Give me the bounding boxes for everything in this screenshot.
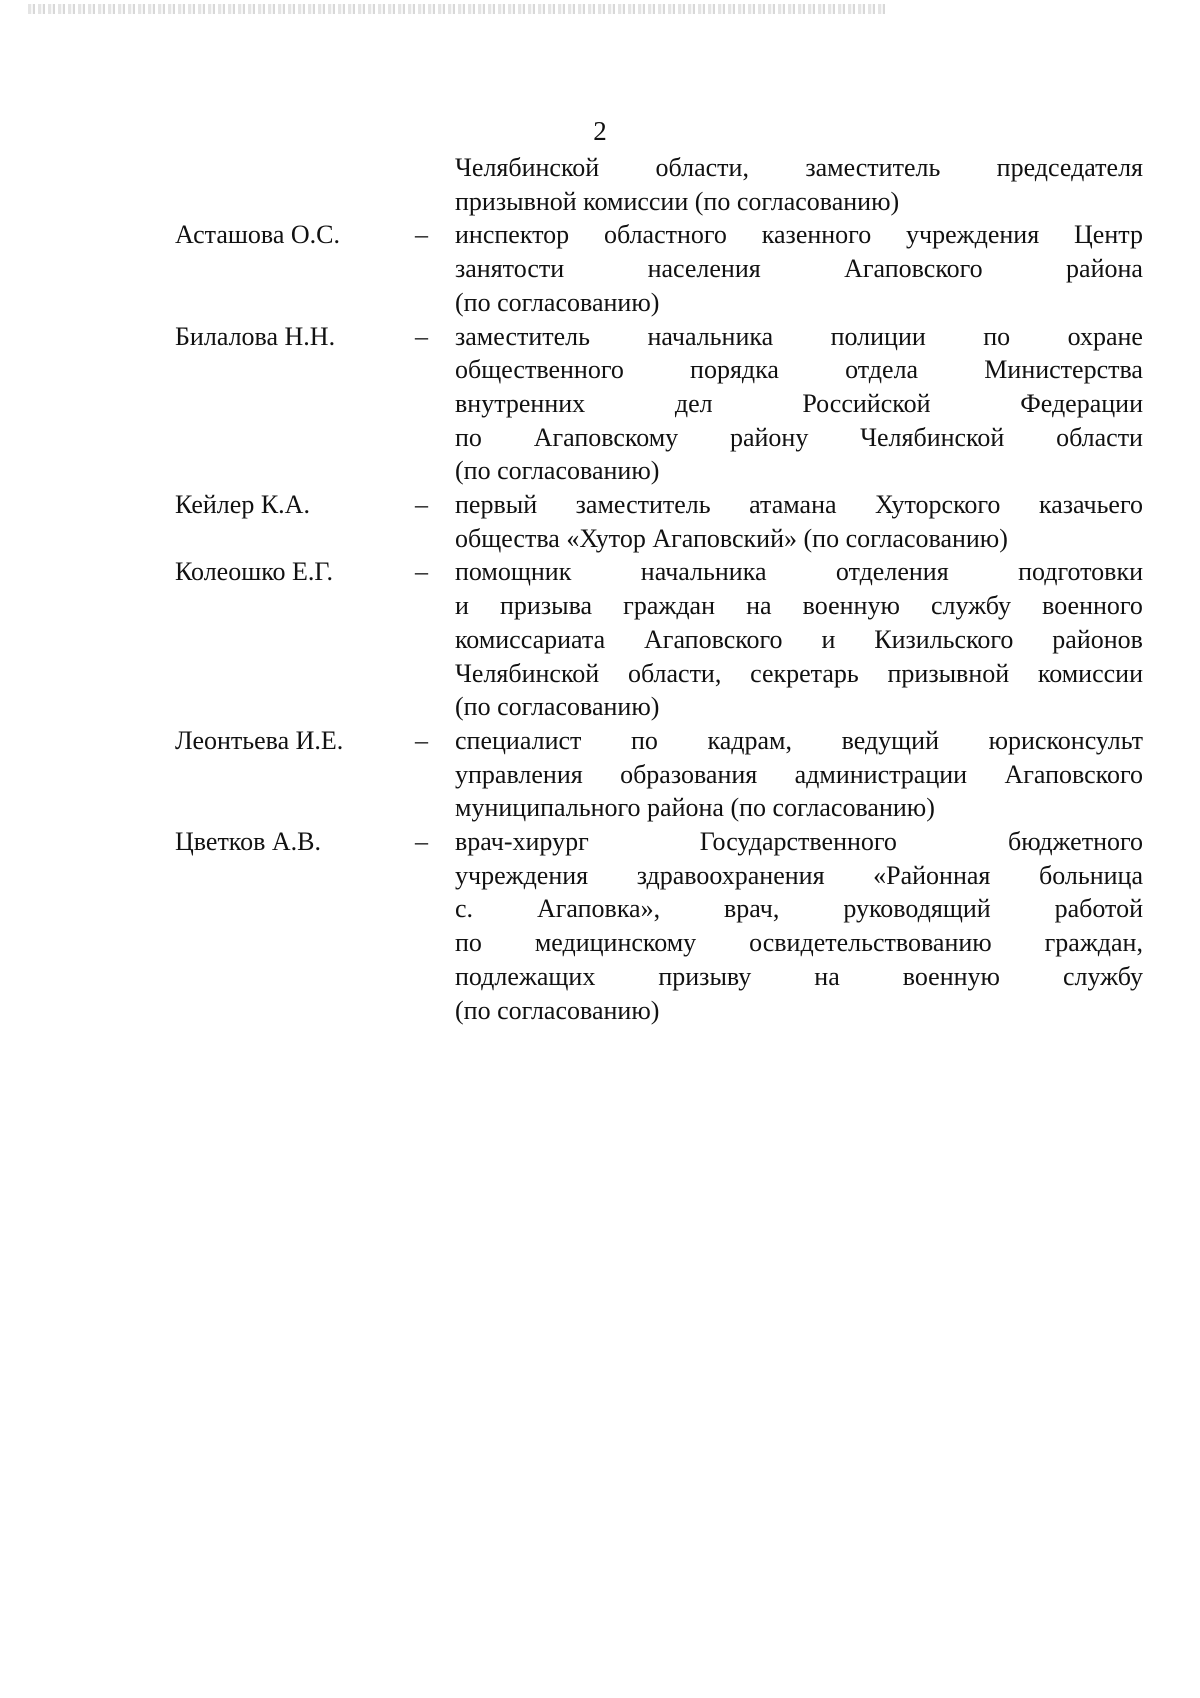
member-entry [175, 320, 1143, 489]
member-entry [175, 488, 1143, 555]
position-text-line [455, 218, 1143, 252]
word: (по согласованию) [455, 287, 660, 317]
word: службу [930, 591, 1012, 621]
word: заместитель [805, 153, 941, 182]
word: медицинскому [534, 928, 697, 958]
word: Челябинской [860, 422, 1005, 452]
word: областного [603, 220, 727, 250]
word: комиссариата [455, 624, 606, 654]
word: учреждения [455, 860, 589, 890]
position-text-line [455, 353, 1143, 387]
word: Кизильского [874, 624, 1014, 654]
word: по [983, 321, 1011, 351]
word: и [821, 624, 836, 654]
page-number: 2 [593, 116, 607, 146]
word: занятости [455, 254, 565, 284]
word: по [455, 928, 482, 958]
word: и [455, 591, 469, 621]
member-position [455, 488, 1143, 555]
word: подлежащих [455, 961, 596, 991]
position-text-line [455, 454, 1143, 488]
member-position [455, 151, 1143, 218]
word: Центр [1074, 220, 1143, 250]
word: Агаповскому [533, 422, 679, 452]
word: Агаповского [844, 254, 983, 284]
word: начальника [640, 557, 767, 587]
word: атамана [749, 490, 837, 520]
dash-separator: – [415, 321, 428, 351]
word: граждан [623, 591, 716, 621]
word: управления [455, 759, 583, 789]
word: первый [455, 490, 538, 520]
word: дел [674, 388, 713, 418]
word: порядка [690, 355, 779, 385]
position-text-line [455, 555, 1143, 589]
member-position [455, 555, 1143, 724]
word: району [729, 422, 809, 452]
word: врач-хирург [455, 827, 589, 857]
word: инспектор [455, 220, 570, 250]
word: заместитель [455, 321, 591, 351]
word: казачьего [1038, 490, 1143, 520]
member-entry [175, 555, 1143, 724]
word: специалист [455, 725, 582, 755]
word: общественного [455, 355, 624, 385]
word: Челябинской [455, 153, 600, 182]
position-text-line [455, 892, 1143, 926]
dash-separator: – [415, 490, 428, 520]
word: секретарь [750, 658, 859, 688]
word: общества «Хутор Агаповский» (по согласованию) [455, 523, 1008, 553]
position-text-line [455, 657, 1143, 691]
word: военную [902, 961, 1000, 991]
word: отделения [835, 557, 949, 587]
position-text-line [455, 758, 1143, 792]
word: граждан, [1044, 928, 1143, 958]
position-text-line [455, 825, 1143, 859]
word: Государственного [699, 827, 897, 857]
word: врач, [724, 894, 780, 924]
member-entry [175, 151, 1143, 218]
position-text-line [455, 421, 1143, 455]
position-text-line [455, 623, 1143, 657]
word: (по согласованию) [455, 995, 660, 1025]
position-text-line [455, 151, 1143, 185]
word: на [814, 961, 840, 991]
word: работой [1054, 894, 1143, 924]
word: Российской [802, 388, 931, 418]
word: заместитель [575, 490, 711, 520]
position-text-line [455, 286, 1143, 320]
word: призыву [658, 961, 752, 991]
position-text-line [455, 252, 1143, 286]
member-name: Цветков А.В. [175, 827, 322, 857]
word: службу [1062, 961, 1143, 991]
word: освидетельствованию [749, 928, 992, 958]
word: населения [647, 254, 761, 284]
member-position [455, 825, 1143, 1027]
position-text-line [455, 185, 1143, 219]
dash-separator: – [415, 827, 428, 857]
word: администрации [794, 759, 968, 789]
word: области, [627, 658, 722, 688]
word: ведущий [841, 725, 939, 755]
word: больница [1038, 860, 1143, 890]
word: Агаповского [644, 624, 783, 654]
word: военную [802, 591, 900, 621]
member-name: Колеошко Е.Г. [175, 557, 334, 587]
word: на [746, 591, 772, 621]
word: Агаповского [1004, 759, 1143, 789]
member-position [455, 218, 1143, 319]
dash-separator: – [415, 220, 428, 250]
word: подготовки [1018, 557, 1143, 587]
word: с. [455, 894, 474, 924]
word: учреждения [906, 220, 1040, 250]
word: (по согласованию) [455, 692, 660, 722]
word: внутренних [455, 388, 586, 418]
member-name: Асташова О.С. [175, 220, 341, 250]
position-text-line [455, 589, 1143, 623]
word: (по согласованию) [455, 456, 660, 486]
commission-member-list [175, 151, 1143, 1027]
position-text-line [455, 522, 1143, 556]
word: муниципального района (по согласованию) [455, 793, 935, 823]
member-position [455, 724, 1143, 825]
word: Хуторского [875, 490, 1001, 520]
word: Федерации [1020, 388, 1143, 418]
word: полиции [830, 321, 926, 351]
member-entry [175, 724, 1143, 825]
position-text-line [455, 926, 1143, 960]
word: области [1056, 422, 1143, 452]
scan-edge-artifact [28, 4, 888, 14]
word: казенного [761, 220, 872, 250]
word: районов [1052, 624, 1143, 654]
position-text-line [455, 994, 1143, 1028]
word: здравоохранения [636, 860, 825, 890]
word: начальника [647, 321, 774, 351]
member-entry [175, 218, 1143, 319]
word: по [455, 422, 482, 452]
word: образования [620, 759, 758, 789]
position-text-line [455, 387, 1143, 421]
position-text-line [455, 960, 1143, 994]
member-name: Кейлер К.А. [175, 490, 310, 520]
word: Агаповка», [536, 894, 661, 924]
word: Министерства [984, 355, 1143, 385]
member-position [455, 320, 1143, 489]
member-name: Леонтьева И.Е. [175, 725, 344, 755]
dash-separator: – [415, 725, 428, 755]
word: кадрам, [707, 725, 792, 755]
word: отдела [845, 355, 919, 385]
dash-separator: – [415, 557, 428, 587]
word: Челябинской [455, 658, 600, 688]
word: руководящий [843, 894, 991, 924]
position-text-line [455, 791, 1143, 825]
word: области, [655, 153, 749, 182]
word: комиссии [1037, 658, 1143, 688]
position-text-line [455, 690, 1143, 724]
position-text-line [455, 859, 1143, 893]
member-name: Билалова Н.Н. [175, 321, 336, 351]
position-text-line [455, 724, 1143, 758]
position-text-line [455, 320, 1143, 354]
word: «Районная [873, 860, 991, 890]
word: охране [1067, 321, 1143, 351]
word: района [1066, 254, 1143, 284]
word: юрисконсульт [988, 725, 1143, 755]
position-text-line [455, 488, 1143, 522]
word: бюджетного [1007, 827, 1143, 857]
word: военного [1042, 591, 1143, 621]
member-entry [175, 825, 1143, 1027]
word: председателя [996, 153, 1143, 182]
word: призыва [500, 591, 593, 621]
word: призывной комиссии (по согласованию) [455, 186, 900, 216]
word: по [630, 725, 658, 755]
word: помощник [455, 557, 572, 587]
word: призывной [887, 658, 1010, 688]
